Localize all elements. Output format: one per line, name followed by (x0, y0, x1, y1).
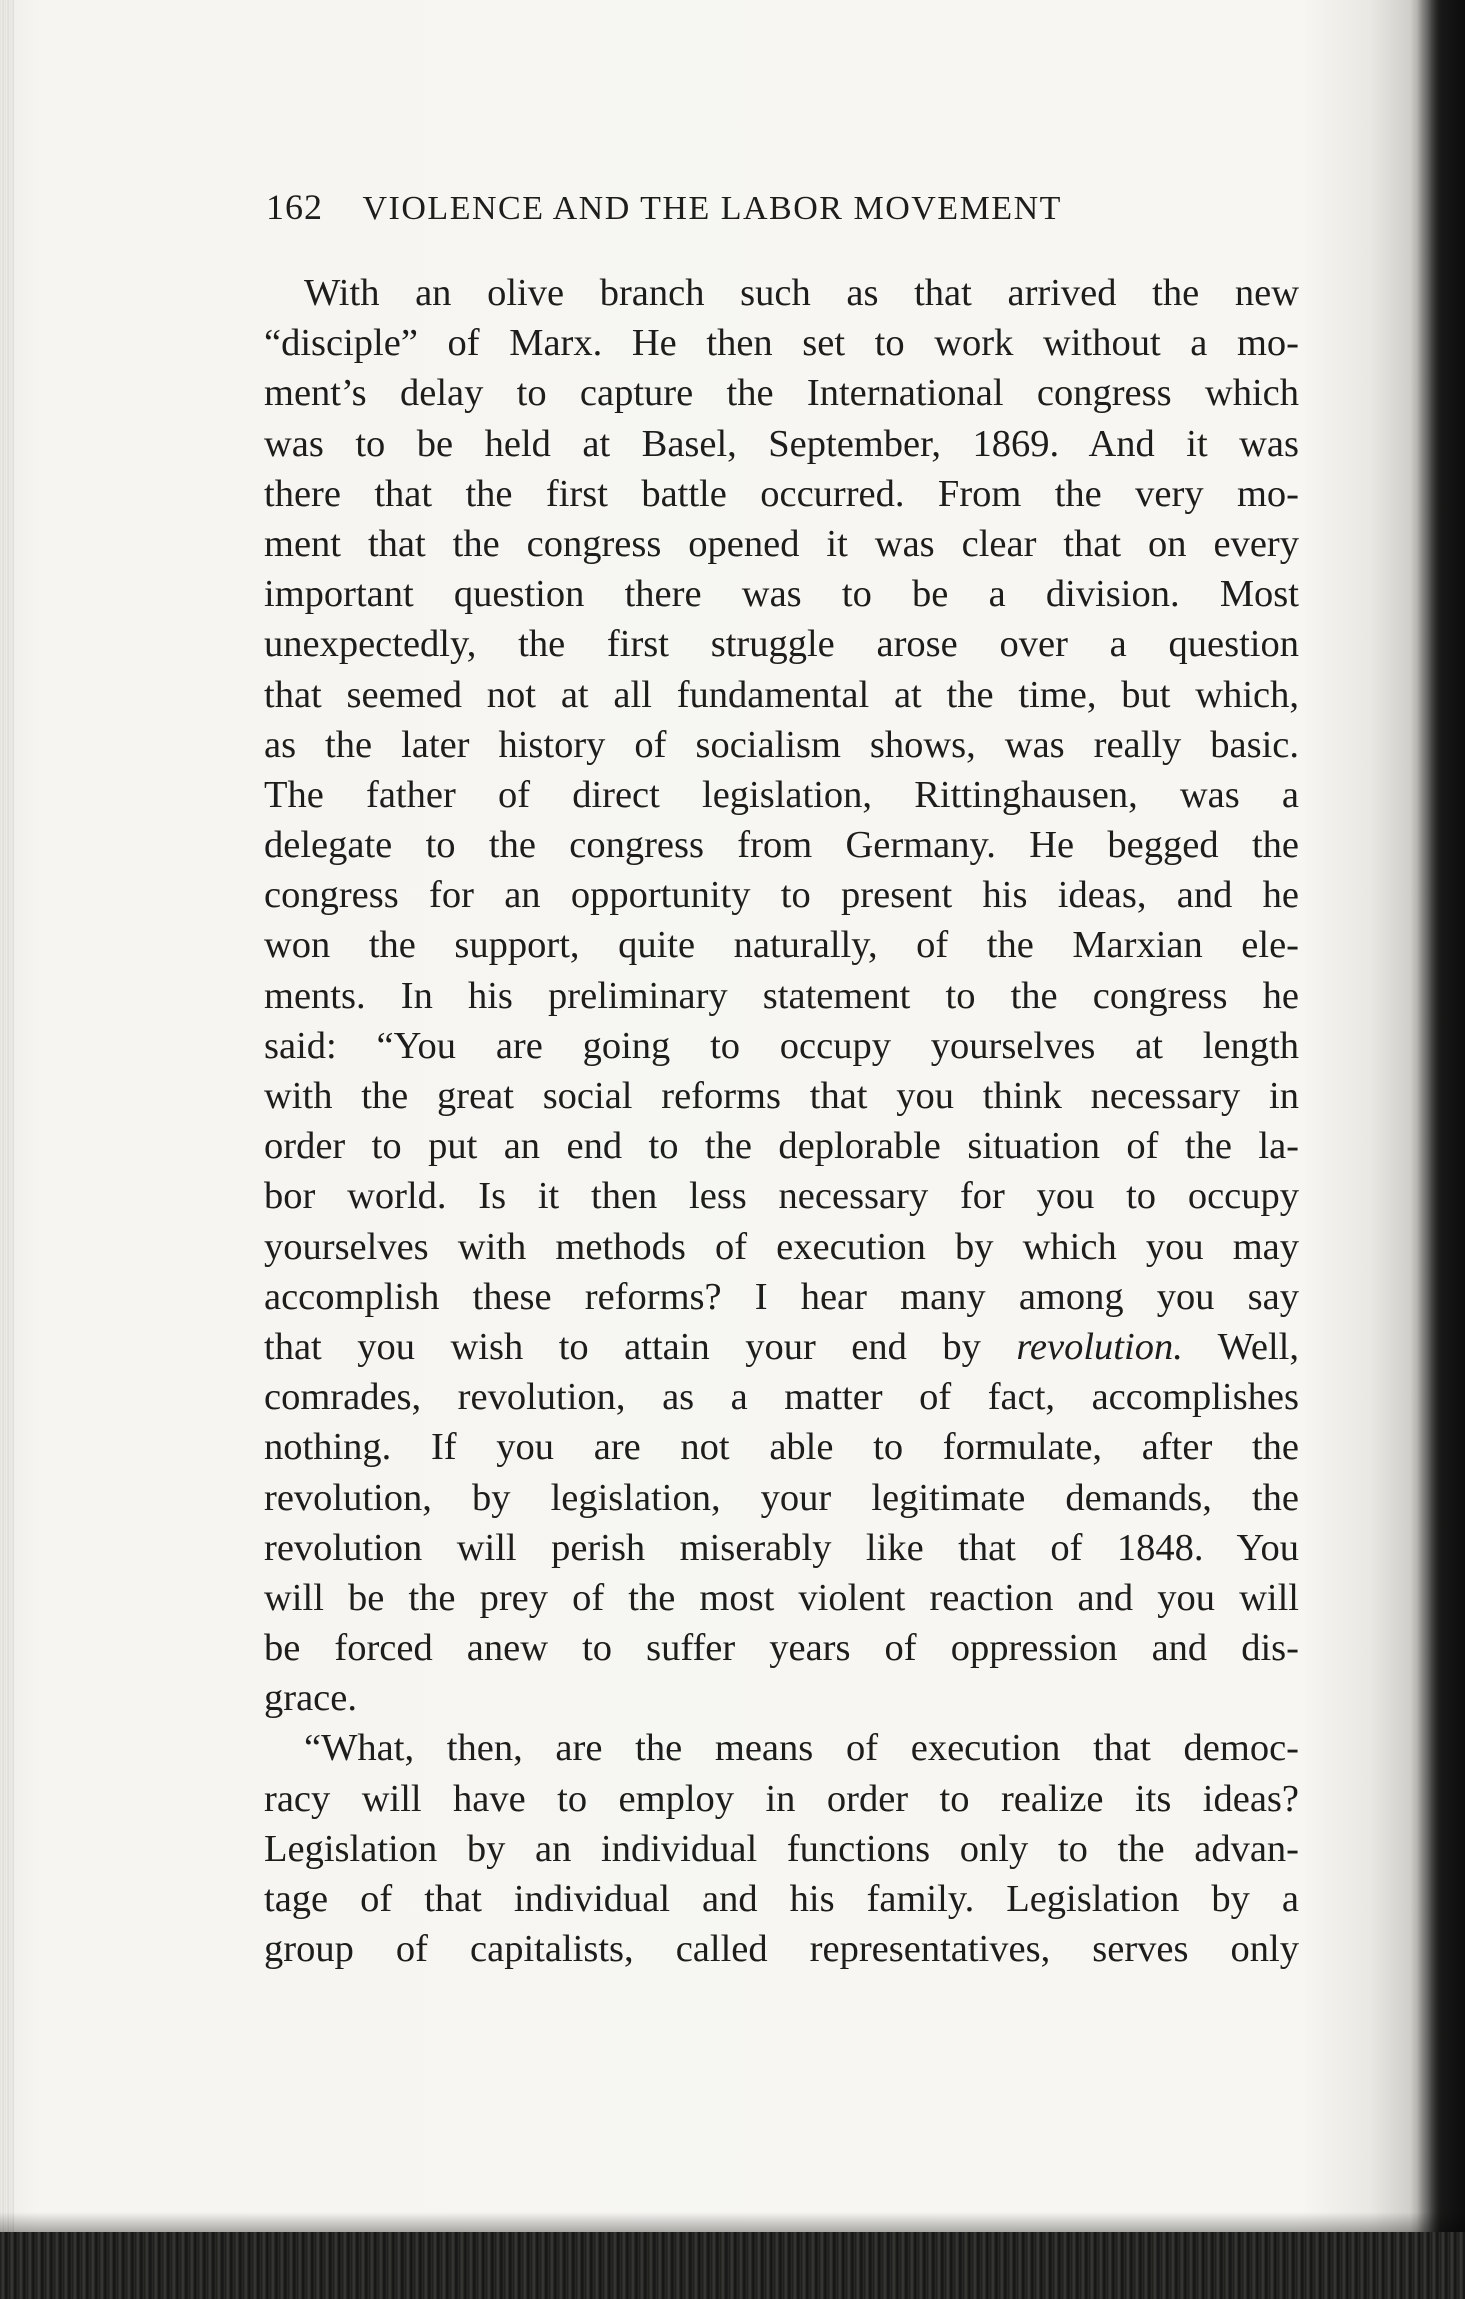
text-line: “disciple” of Marx. He then set to work without a mo- (264, 322, 1299, 365)
text-line: delegate to the congress from Germany. He begged the (264, 824, 1299, 867)
text-run: that you wish to attain your end by (264, 1325, 1017, 1368)
binding-shadow (1417, 0, 1465, 2299)
text-line: there that the first battle occurred. From the very mo- (264, 472, 1299, 515)
text-line: group of capitalists, called representatives, serves only (264, 1928, 1299, 1971)
text-line: nothing. If you are not able to formulate, after the (264, 1426, 1299, 1469)
running-head: VIOLENCE AND THE LABOR MOVEMENT (362, 190, 1062, 227)
text-line: ments. In his preliminary statement to the congress he (264, 974, 1299, 1017)
page-left-edge (0, 0, 14, 2299)
text-line: ment’s delay to capture the International congress which (264, 372, 1299, 415)
paragraph-2 (264, 1723, 1299, 1974)
text-line: tage of that individual and his family. Legislation by a (264, 1878, 1299, 1920)
text-line: ment that the congress opened it was clear that on every (264, 522, 1299, 565)
text-line: congress for an opportunity to present his ideas, and he (264, 874, 1299, 917)
text-line-with-italic (264, 1322, 1299, 1372)
text-line: revolution, by legislation, your legitimate demands, the (264, 1476, 1299, 1519)
text-line: order to put an end to the deplorable situation of the la- (264, 1125, 1299, 1168)
bottom-shadow (0, 2212, 1465, 2234)
text-run: Well, (1182, 1325, 1299, 1368)
text-line: won the support, quite naturally, of the Marxian ele- (264, 924, 1299, 967)
text-line: Legislation by an individual functions only to the advan- (264, 1827, 1299, 1870)
text-line: will be the prey of the most violent reaction and you will (264, 1576, 1299, 1619)
text-line: was to be held at Basel, September, 1869. And it was (264, 422, 1299, 465)
text-line: With an olive branch such as that arrived the new (304, 272, 1299, 314)
text-line: be forced anew to suffer years of oppression and dis- (264, 1627, 1299, 1670)
text-line: as the later history of socialism shows, was really basic. (264, 723, 1299, 766)
scan-bottom-edge (0, 2232, 1465, 2299)
text-line: unexpectedly, the first struggle arose over a question (264, 623, 1299, 666)
text-line: that seemed not at all fundamental at the time, but which, (264, 673, 1299, 716)
text-line: grace. (264, 1677, 357, 1720)
page-number: 162 (266, 187, 323, 227)
text-line: yourselves with methods of execution by which you may (264, 1225, 1299, 1268)
page-header (266, 186, 1306, 236)
text-line: “What, then, are the means of execution that democ- (304, 1727, 1299, 1770)
text-line: bor world. Is it then less necessary for you to occupy (264, 1175, 1299, 1218)
text-line: racy will have to employ in order to realize its ideas? (264, 1777, 1299, 1820)
text-line: revolution will perish miserably like that of 1848. You (264, 1526, 1299, 1569)
text-line: said: “You are going to occupy yourselves at length (264, 1024, 1299, 1067)
body-text (264, 268, 1299, 1974)
italic-word: revolution. (1016, 1325, 1183, 1368)
text-line: with the great social reforms that you think necessary in (264, 1075, 1299, 1117)
paragraph-1 (264, 268, 1299, 1723)
text-line: comrades, revolution, as a matter of fact, accomplishes (264, 1376, 1299, 1419)
text-line: important question there was to be a division. Most (264, 573, 1299, 616)
text-line: The father of direct legislation, Rittinghausen, was a (264, 773, 1299, 816)
text-line: accomplish these reforms? I hear many among you say (264, 1275, 1299, 1318)
